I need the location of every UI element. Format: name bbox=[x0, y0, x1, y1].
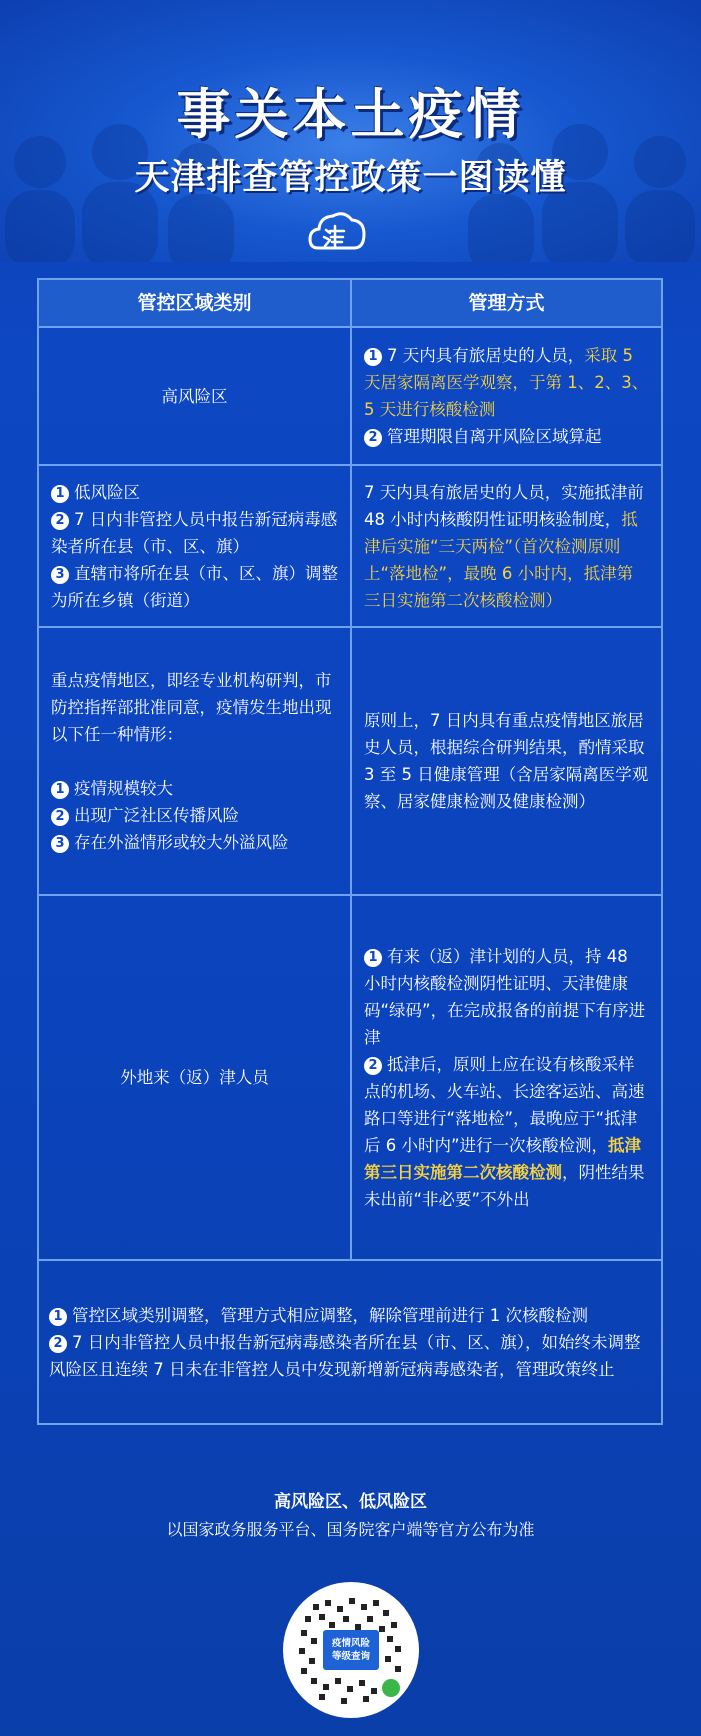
list-item: 3 存在外溢情形或较大外溢风险 bbox=[51, 829, 338, 856]
management-item-2: 2 抵津后，原则上应在设有核酸采样点的机场、火车站、长途客运站、高速路口等进行“落地检”，最晚应于“抵津后 6 小时内”进行一次核酸检测，抵津第三日实施第二次核酸检测，阴性结果未出前“非必要”不外出 bbox=[364, 1054, 645, 1209]
header-banner bbox=[0, 0, 701, 262]
table-notes-row bbox=[39, 1261, 661, 1423]
number-2-badge: 2 bbox=[364, 429, 382, 447]
management-item-1: 1 有来（返）津计划的人员，持 48 小时内核酸检测阴性证明、天津健康码“绿码”，在完成报备的前提下有序进津 bbox=[364, 946, 646, 1047]
management-item-1: 1 7 天内具有旅居史的人员，采取 5 天居家隔离医学观察，于第 1、2、3、5 天进行核酸检测 bbox=[364, 346, 649, 419]
number-2-badge: 2 bbox=[51, 808, 69, 826]
policy-table bbox=[37, 278, 663, 1425]
table-row-arrivals bbox=[39, 896, 661, 1261]
table-row-low-risk bbox=[39, 466, 661, 628]
jin-cloud-logo-icon bbox=[308, 208, 366, 258]
table-row-key-epidemic-area bbox=[39, 628, 661, 896]
notes-cell bbox=[39, 1261, 661, 1423]
list-item: 2 7 日内非管控人员中报告新冠病毒感染者所在县（市、区、旗） bbox=[51, 509, 338, 556]
number-1-badge: 1 bbox=[51, 485, 69, 503]
number-1-badge: 1 bbox=[364, 949, 382, 967]
list-item: 1 疫情规模较大 bbox=[51, 775, 338, 802]
number-2-badge: 2 bbox=[51, 512, 69, 530]
risk-level-query-qr-code[interactable] bbox=[283, 1582, 419, 1718]
category-high-risk: 高风险区 bbox=[39, 328, 352, 464]
footer-heading: 高风险区、低风险区 bbox=[274, 1492, 427, 1512]
category-key-epidemic-area: 重点疫情地区，即经专业机构研判，市防控指挥部批准同意，疫情发生地出现以下任一种情形： 1 疫情规模较大 2 出现广泛社区传播风险 3 存在外溢情形或较大外溢风险 bbox=[39, 628, 352, 894]
qr-center-label: 疫情风险 等级查询 bbox=[323, 1630, 379, 1670]
management-high-risk bbox=[352, 328, 661, 464]
note-item-2: 2 7 日内非管控人员中报告新冠病毒感染者所在县（市、区、旗），如始终未调整风险区且连续 7 日未在非管控人员中发现新增新冠病毒感染者，管理政策终止 bbox=[49, 1332, 641, 1379]
management-low-risk: 7 天内具有旅居史的人员，实施抵津前 48 小时内核酸阴性证明核验制度，抵津后实施“三天两检”（首次检测原则上“落地检”，最晚 6 小时内，抵津第三日实施第二次核酸检测） bbox=[364, 482, 644, 610]
number-2-badge: 2 bbox=[364, 1057, 382, 1075]
column-header-category: 管控区域类别 bbox=[39, 280, 352, 326]
number-2-badge: 2 bbox=[49, 1335, 67, 1353]
list-item: 2 出现广泛社区传播风险 bbox=[51, 802, 338, 829]
management-key-epidemic-area: 原则上，7 日内具有重点疫情地区旅居史人员，根据综合研判结果，酌情采取 3 至 5 日健康管理（含居家隔离医学观察、居家健康检测及健康检测） bbox=[364, 711, 649, 811]
footer-source-note: 以国家政务服务平台、国务院客户端等官方公布为准 bbox=[166, 1520, 535, 1539]
subtitle: 天津排查管控政策一图读懂 bbox=[134, 158, 567, 198]
category-arrivals: 外地来（返）津人员 bbox=[39, 896, 352, 1259]
number-3-badge: 3 bbox=[51, 835, 69, 853]
management-item-2: 2 管理期限自离开风险区域算起 bbox=[364, 423, 649, 450]
number-1-badge: 1 bbox=[364, 348, 382, 366]
number-1-badge: 1 bbox=[51, 781, 69, 799]
table-row-high-risk bbox=[39, 328, 661, 466]
management-arrivals bbox=[352, 896, 661, 1259]
number-3-badge: 3 bbox=[51, 566, 69, 584]
table-header-row bbox=[39, 280, 661, 328]
column-header-management: 管理方式 bbox=[468, 291, 545, 314]
category-low-risk bbox=[39, 466, 352, 626]
note-item-1: 1 管控区域类别调整，管理方式相应调整，解除管理前进行 1 次核酸检测 bbox=[49, 1302, 651, 1329]
number-1-badge: 1 bbox=[49, 1308, 67, 1326]
list-item: 3 直辖市将所在县（市、区、旗）调整为所在乡镇（街道） bbox=[51, 563, 338, 610]
main-title: 事关本土疫情 bbox=[176, 83, 525, 146]
list-item: 1 低风险区 bbox=[51, 479, 338, 506]
